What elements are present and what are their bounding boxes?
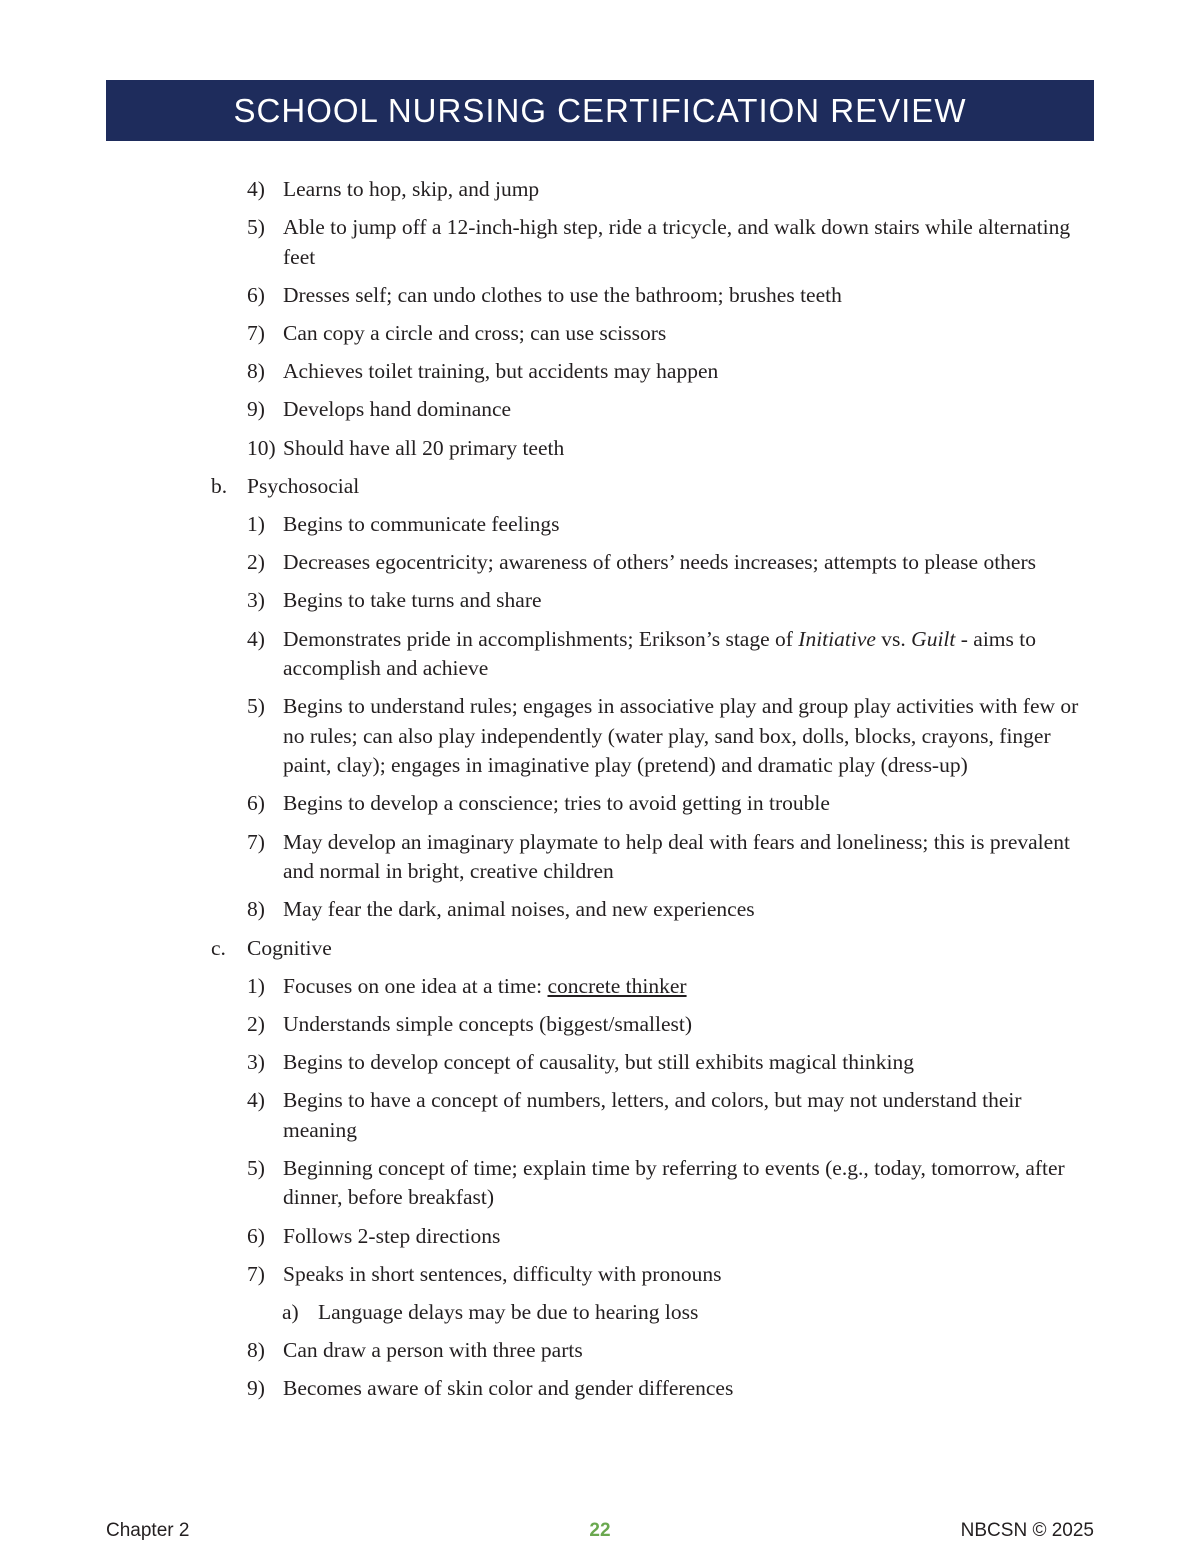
list-item: 2) Decreases egocentricity; awareness of others’ needs increases; attempts to please others bbox=[247, 550, 1036, 575]
list-item: 8) Achieves toilet training, but accidents may happen bbox=[247, 359, 719, 384]
list-item: 5) Able to jump off a 12-inch-high step, ride a tricycle, and walk down stairs while alternating feet bbox=[247, 215, 1071, 269]
page-footer bbox=[106, 1520, 1094, 1546]
section-heading-psychosocial: b. Psychosocial bbox=[211, 473, 360, 498]
footer-chapter: Chapter 2 bbox=[106, 1520, 190, 1541]
list-item: 10) Should have all 20 primary teeth bbox=[247, 435, 565, 460]
list-item: 3) Begins to develop concept of causality, but still exhibits magical thinking bbox=[247, 1050, 914, 1075]
list-item: 8) Can draw a person with three parts bbox=[247, 1338, 583, 1363]
list-item: 7) Speaks in short sentences, difficulty with pronouns bbox=[247, 1261, 722, 1286]
list-item: 5) Beginning concept of time; explain time by referring to events (e.g., today, tomorrow, after dinner, before breakfast) bbox=[247, 1155, 1065, 1210]
list-item: 4) Learns to hop, skip, and jump bbox=[247, 177, 540, 201]
page-header-banner bbox=[106, 80, 1094, 141]
list-item: 6) Follows 2-step directions bbox=[247, 1223, 501, 1248]
section-heading-cognitive: c. Cognitive bbox=[211, 935, 332, 960]
list-item: 6) Begins to develop a conscience; tries to avoid getting in trouble bbox=[247, 791, 830, 816]
list-item: 7) May develop an imaginary playmate to help deal with fears and loneliness; this is prevalent and normal in bright, creative children bbox=[247, 829, 1070, 884]
list-item: 2) Understands simple concepts (biggest/smallest) bbox=[247, 1011, 693, 1036]
list-item: 8) May fear the dark, animal noises, and new experiences bbox=[247, 897, 755, 922]
page-header-title: SCHOOL NURSING CERTIFICATION REVIEW bbox=[233, 91, 967, 129]
list-item: 9) Becomes aware of skin color and gender differences bbox=[247, 1376, 734, 1401]
emphasis-guilt: Guilt bbox=[911, 626, 956, 651]
list-item: 4) Begins to have a concept of numbers, letters, and colors, but may not understand their meaning bbox=[247, 1088, 1022, 1142]
list-item: 1) Focuses on one idea at a time: concrete thinker bbox=[247, 973, 687, 998]
emphasis-initiative: Initiative bbox=[798, 626, 876, 651]
list-item: 1) Begins to communicate feelings bbox=[247, 512, 560, 536]
sub-list-item: a) Language delays may be due to hearing loss bbox=[282, 1300, 699, 1324]
list-item: 7) Can copy a circle and cross; can use scissors bbox=[247, 321, 667, 346]
footer-page-number: 22 bbox=[589, 1520, 611, 1541]
page-content bbox=[0, 175, 1200, 1413]
footer-copyright: NBCSN © 2025 bbox=[960, 1520, 1094, 1541]
list-item: 6) Dresses self; can undo clothes to use the bathroom; brushes teeth bbox=[247, 282, 842, 307]
list-item: 4) Demonstrates pride in accomplishments; Erikson’s stage of Initiative vs. Guilt - aims to accomplish and achieve bbox=[247, 626, 1036, 681]
list-item: 9) Develops hand dominance bbox=[247, 397, 512, 422]
list-item: 5) Begins to understand rules; engages in associative play and group play activities with few or no rules; can also play independently (water play, sand box, dolls, blocks, crayons, finger paint, clay); engages in imaginative play (pretend) and dramatic play (dress-up) bbox=[247, 694, 1079, 778]
list-item: 3) Begins to take turns and share bbox=[247, 588, 542, 613]
underlined-term: concrete thinker bbox=[547, 973, 687, 998]
